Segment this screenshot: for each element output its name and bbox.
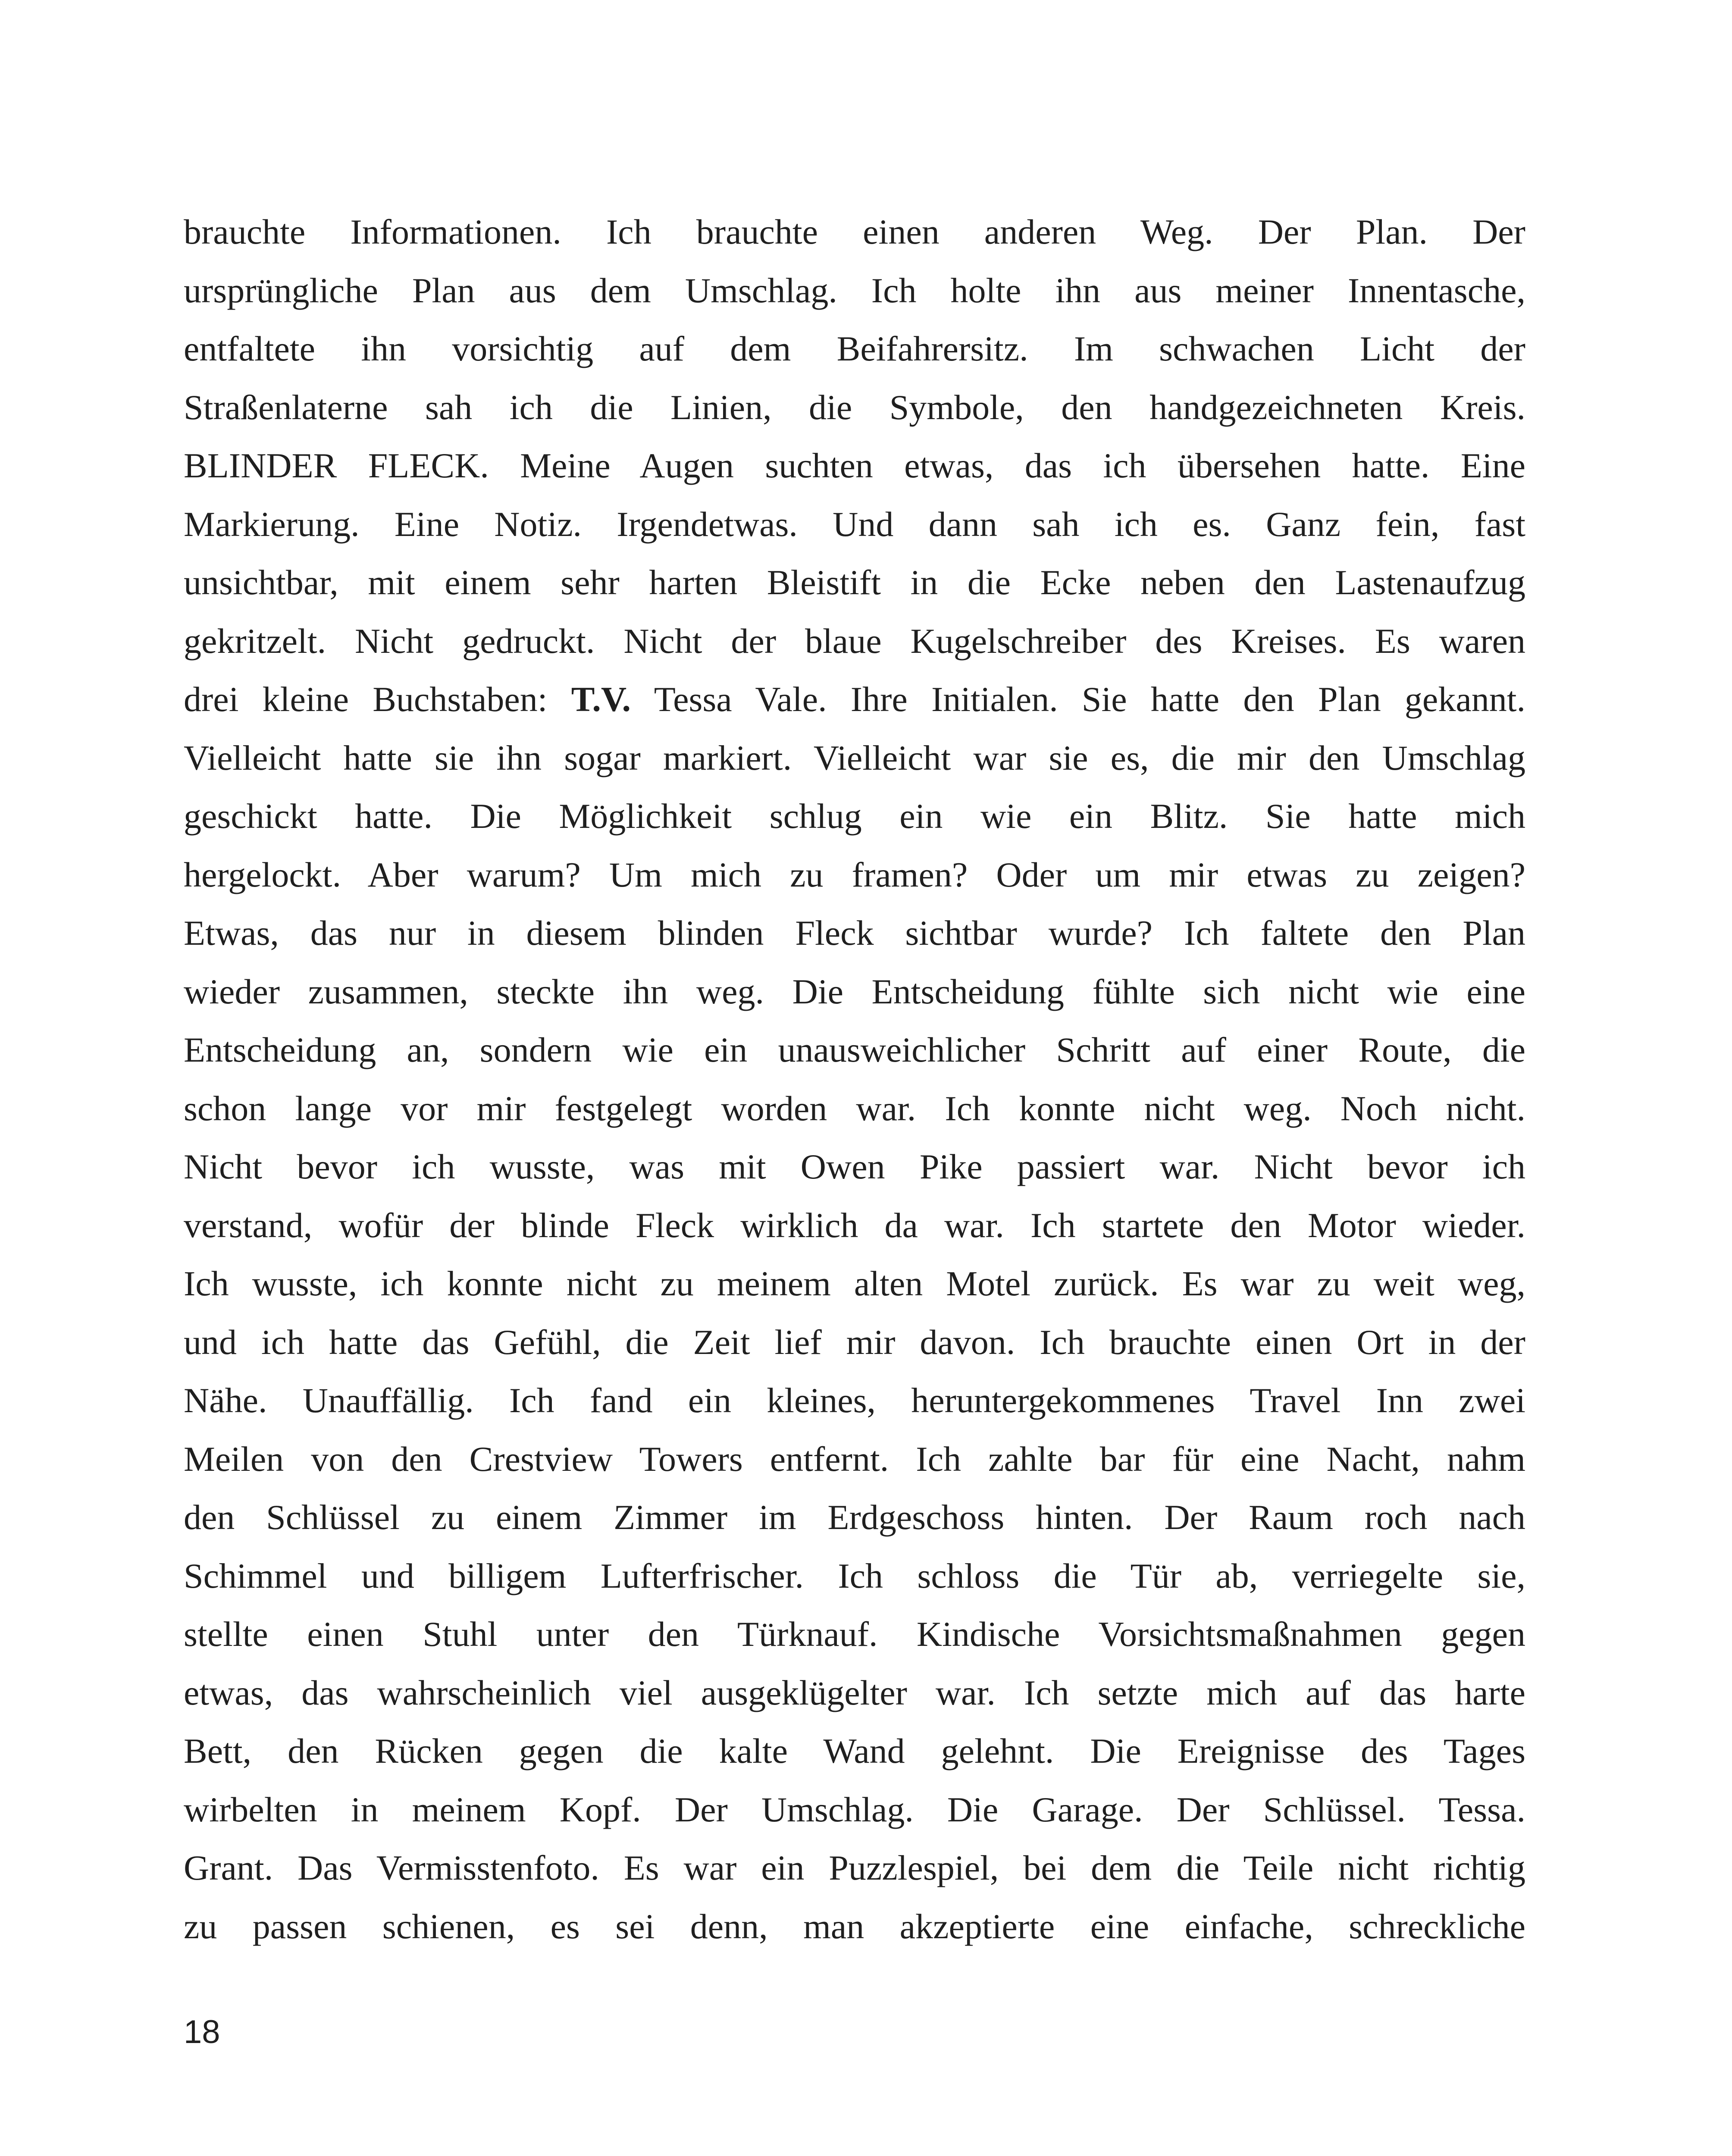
text-line: brauchte Informationen. Ich brauchte einen anderen Weg. Der Plan. Der [184,212,1525,251]
text-line: zu passen schienen, es sei denn, man akzeptierte eine einfache, schreckliche [184,1906,1525,1946]
text-line: und ich hatte das Gefühl, die Zeit lief mir davon. Ich brauchte einen Ort in der [184,1322,1525,1362]
text-line: Vielleicht hatte sie ihn sogar markiert. Vielleicht war sie es, die mir den Umschlag [184,738,1525,777]
text-line: wieder zusammen, steckte ihn weg. Die Entscheidung fühlte sich nicht wie eine [184,971,1525,1011]
text-line: Nähe. Unauffällig. Ich fand ein kleines, heruntergekommenes Travel Inn zwei [184,1381,1525,1420]
text-segment: Tessa Vale. Ihre Initialen. Sie hatte den Plan gekannt. [631,680,1525,719]
page-number: 18 [184,2014,220,2050]
text-line: den Schlüssel zu einem Zimmer im Erdgeschoss hinten. Der Raum roch nach [184,1498,1525,1537]
text-line: Straßenlaterne sah ich die Linien, die Symbole, den handgezeichneten Kreis. [184,387,1525,427]
text-line: etwas, das wahrscheinlich viel ausgeklügelter war. Ich setzte mich auf das harte [184,1673,1525,1712]
text-line: Nicht bevor ich wusste, was mit Owen Pike passiert war. Nicht bevor ich [184,1147,1525,1186]
text-line: gekritzelt. Nicht gedruckt. Nicht der blaue Kugelschreiber des Kreises. Es waren [184,621,1525,661]
text-line: Schimmel und billigem Lufterfrischer. Ich schloss die Tür ab, verriegelte sie, [184,1556,1525,1595]
text-segment: drei kleine Buchstaben: [184,680,571,719]
text-line: Bett, den Rücken gegen die kalte Wand gelehnt. Die Ereignisse des Tages [184,1731,1525,1771]
text-line: entfaltete ihn vorsichtig auf dem Beifahrersitz. Im schwachen Licht der [184,329,1525,368]
text-line: Markierung. Eine Notiz. Irgendetwas. Und dann sah ich es. Ganz fein, fast [184,504,1525,544]
text-line: Meilen von den Crestview Towers entfernt. Ich zahlte bar für eine Nacht, nahm [184,1439,1525,1479]
text-line: hergelockt. Aber warum? Um mich zu framen? Oder um mir etwas zu zeigen? [184,855,1525,894]
body-text [184,203,1525,1955]
text-line: geschickt hatte. Die Möglichkeit schlug ein wie ein Blitz. Sie hatte mich [184,796,1525,836]
text-line: stellte einen Stuhl unter den Türknauf. Kindische Vorsichtsmaßnahmen gegen [184,1614,1525,1654]
text-line: Etwas, das nur in diesem blinden Fleck sichtbar wurde? Ich faltete den Plan [184,913,1525,953]
text-line [184,670,1525,729]
text-line: Ich wusste, ich konnte nicht zu meinem alten Motel zurück. Es war zu weit weg, [184,1264,1525,1303]
text-line: BLINDER FLECK. Meine Augen suchten etwas, das ich übersehen hatte. Eine [184,446,1525,485]
initials-bold: T.V. [571,680,631,719]
text-line: Grant. Das Vermisstenfoto. Es war ein Puzzlespiel, bei dem die Teile nicht richtig [184,1848,1525,1887]
text-line: schon lange vor mir festgelegt worden war. Ich konnte nicht weg. Noch nicht. [184,1088,1525,1128]
text-line: unsichtbar, mit einem sehr harten Bleistift in die Ecke neben den Lastenaufzug [184,563,1525,602]
text-line: wirbelten in meinem Kopf. Der Umschlag. Die Garage. Der Schlüssel. Tessa. [184,1789,1525,1829]
text-line: ursprüngliche Plan aus dem Umschlag. Ich holte ihn aus meiner Innentasche, [184,270,1525,310]
text-line: verstand, wofür der blinde Fleck wirklich da war. Ich startete den Motor wieder. [184,1205,1525,1245]
text-line: Entscheidung an, sondern wie ein unausweichlicher Schritt auf einer Route, die [184,1030,1525,1069]
